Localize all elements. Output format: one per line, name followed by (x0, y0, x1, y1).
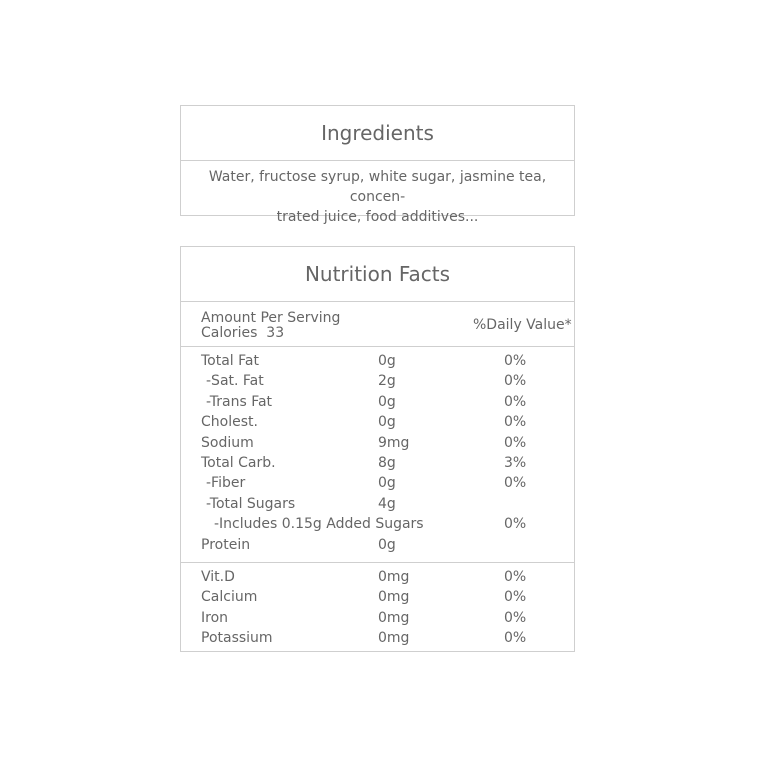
nutrient-row-total-carb (181, 453, 574, 473)
nutrient-row-total-fat (181, 351, 574, 371)
nutrient-daily-value: 3% (504, 454, 527, 471)
nutrient-daily-value: 0% (504, 568, 527, 585)
nutrient-name: Total Carb. (201, 454, 276, 471)
nutrient-name: Potassium (201, 630, 273, 647)
daily-value-header: %Daily Value* (473, 317, 572, 333)
nutrient-amount: 0mg (378, 630, 410, 647)
ingredients-panel (180, 105, 575, 225)
nutrient-amount: 9mg (378, 434, 410, 451)
nutrient-row-cholesterol (181, 412, 574, 432)
section-divider (181, 562, 574, 563)
nutrient-name: -Total Sugars (206, 495, 296, 512)
nutrient-name: Cholest. (201, 414, 258, 431)
serving-header (181, 302, 574, 347)
ingredients-text-line-2: trated juice, food additives... (276, 209, 479, 225)
nutrient-daily-value: 0% (504, 373, 527, 390)
nutrient-amount: 2g (378, 373, 396, 390)
nutrient-daily-value: 0% (504, 353, 527, 369)
nutrient-row-sat-fat (181, 371, 574, 391)
nutrient-row-trans-fat (181, 392, 574, 412)
nutrient-name: Total Fat (201, 353, 259, 369)
nutrient-row-total-sugars (181, 494, 574, 514)
nutrient-name: -Trans Fat (206, 393, 273, 410)
nutrient-daily-value: 0% (504, 630, 527, 647)
nutrient-daily-value: 0% (504, 414, 527, 431)
calories-value: 33 (266, 325, 285, 341)
amount-per-serving-label: Amount Per Serving (201, 310, 341, 326)
nutrient-name: -Fiber (206, 475, 246, 492)
nutrient-amount: 0g (378, 393, 396, 410)
nutrient-row-calcium (181, 587, 574, 607)
nutrition-facts-panel (180, 246, 575, 652)
nutrient-amount: 0mg (378, 589, 410, 606)
ingredients-title: Ingredients (181, 106, 574, 161)
nutrition-facts-title: Nutrition Facts (181, 247, 574, 302)
nutrient-name: Sodium (201, 434, 254, 451)
calories-line (201, 325, 284, 341)
calories-label: Calories (201, 325, 258, 341)
nutrient-amount: 0mg (378, 609, 410, 626)
nutrient-daily-value: 0% (504, 393, 527, 410)
nutrient-rows (181, 347, 574, 648)
nutrient-amount: 4g (378, 495, 396, 512)
nutrient-name: Iron (201, 609, 229, 626)
nutrient-amount: 0g (378, 353, 396, 369)
nutrient-amount: 0mg (378, 568, 410, 585)
nutrient-amount: 0g (378, 475, 396, 492)
nutrient-daily-value: 0% (504, 589, 527, 606)
ingredients-text-line-1: Water, fructose syrup, white sugar, jasmine tea, concen- (208, 169, 547, 205)
nutrient-daily-value: 0% (504, 475, 527, 492)
nutrient-row-added-sugars (181, 514, 574, 534)
nutrient-row-sodium (181, 433, 574, 453)
nutrient-row-iron (181, 608, 574, 628)
nutrient-name: Protein (201, 536, 251, 553)
nutrient-name: Vit.D (201, 568, 235, 585)
nutrient-row-potassium (181, 628, 574, 648)
nutrient-name: Calcium (201, 589, 258, 606)
nutrient-name: -Sat. Fat (206, 373, 264, 390)
nutrient-daily-value: 0% (504, 516, 527, 533)
nutrient-name: -Includes 0.15g Added Sugars (214, 516, 424, 533)
ingredients-text (181, 161, 574, 227)
nutrient-row-protein (181, 535, 574, 555)
nutrient-row-fiber (181, 473, 574, 493)
nutrient-amount: 0g (378, 414, 396, 431)
nutrient-amount: 8g (378, 454, 396, 471)
nutrient-amount: 0g (378, 536, 396, 553)
nutrient-daily-value: 0% (504, 609, 527, 626)
nutrient-daily-value: 0% (504, 434, 527, 451)
nutrient-row-vitamin-d (181, 567, 574, 587)
